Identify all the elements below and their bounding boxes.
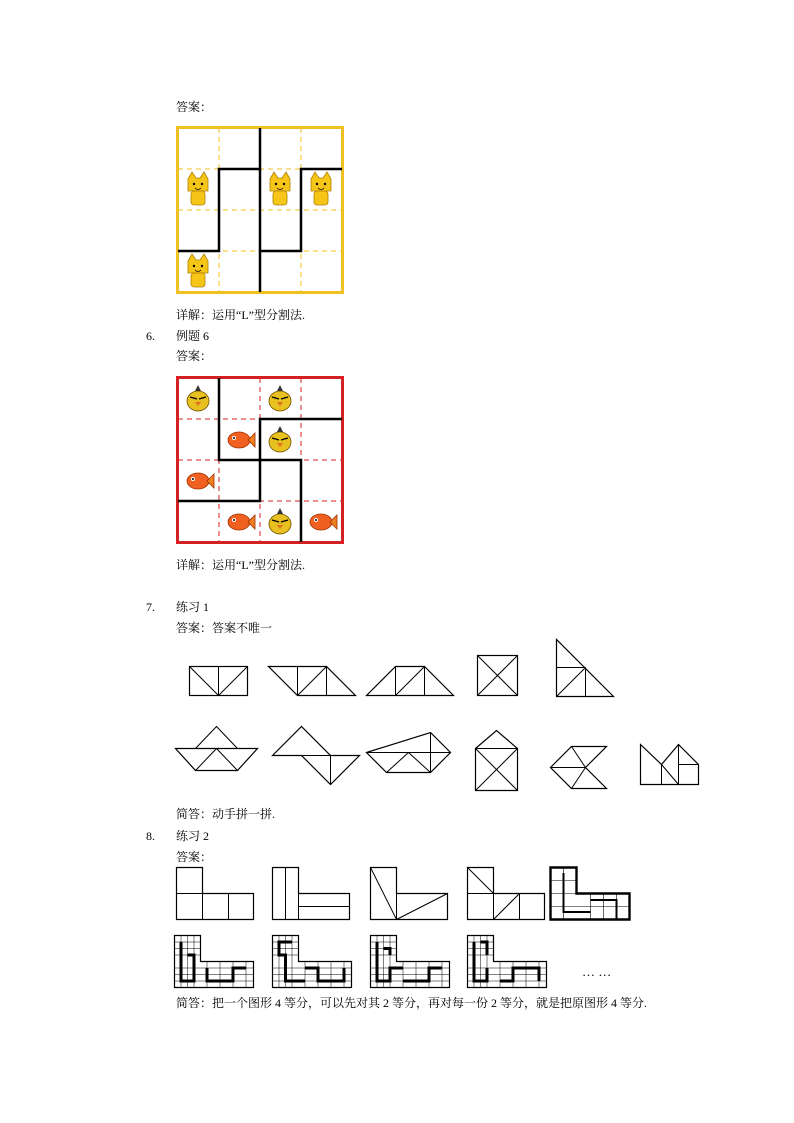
- cat-icon: [188, 172, 208, 205]
- l-shape-figure: [272, 935, 354, 989]
- cat-icon: [270, 172, 290, 205]
- fish-icon: [228, 432, 255, 448]
- tangram-figure: [268, 666, 356, 698]
- l-shape-figure: [176, 867, 256, 921]
- item-number: 6.: [146, 329, 155, 343]
- cat-grid-figure: [176, 126, 344, 294]
- cat-icon: [311, 172, 331, 205]
- explanation-text: 简答：把一个图形 4 等分，可以先对其 2 等分，再对每一份 2 等分，就是把原图形 4 等分.: [176, 996, 648, 1010]
- l-shape-figure: [467, 935, 549, 989]
- l-shape-figure: [467, 867, 547, 921]
- bird-fish-grid-figure: [176, 376, 344, 544]
- tangram-figure: [272, 726, 360, 788]
- l-shape-figure: [370, 867, 450, 921]
- answer-label: 答案：: [176, 850, 213, 864]
- cat-icon: [188, 254, 208, 287]
- item-number: 8.: [146, 829, 155, 843]
- fish-icon: [187, 473, 214, 489]
- tangram-figure: [556, 639, 616, 699]
- tangram-figure: [366, 666, 454, 698]
- item-title: 练习 1: [176, 600, 210, 614]
- bird-icon: [269, 385, 291, 411]
- answer-label: 答案：: [176, 100, 213, 114]
- l-shape-figure: [550, 867, 632, 921]
- bird-icon: [187, 385, 209, 411]
- l-shape-figure: [174, 935, 256, 989]
- bird-icon: [269, 426, 291, 452]
- l-shape-figure: [272, 867, 352, 921]
- fish-icon: [228, 514, 255, 530]
- l-shape-figure: [370, 935, 452, 989]
- bird-icon: [269, 508, 291, 534]
- explanation-text: 详解：运用“L”型分割法.: [176, 558, 305, 572]
- item-title: 例题 6: [176, 329, 210, 343]
- tangram-figure: [175, 726, 259, 772]
- tangram-figure: [189, 666, 249, 698]
- item-title: 练习 2: [176, 829, 210, 843]
- tangram-figure: [475, 730, 519, 792]
- ellipsis-text: … …: [582, 964, 612, 979]
- tangram-figure: [640, 744, 700, 786]
- tangram-figure: [366, 732, 452, 774]
- tangram-figure: [477, 655, 519, 697]
- explanation-text: 详解：运用“L”型分割法.: [176, 308, 305, 322]
- answer-label: 答案：答案不唯一: [176, 621, 273, 635]
- tangram-figure: [550, 746, 608, 790]
- fish-icon: [310, 514, 337, 530]
- answer-label: 答案：: [176, 349, 213, 363]
- explanation-text: 简答：动手拼一拼.: [176, 807, 276, 821]
- item-number: 7.: [146, 600, 155, 614]
